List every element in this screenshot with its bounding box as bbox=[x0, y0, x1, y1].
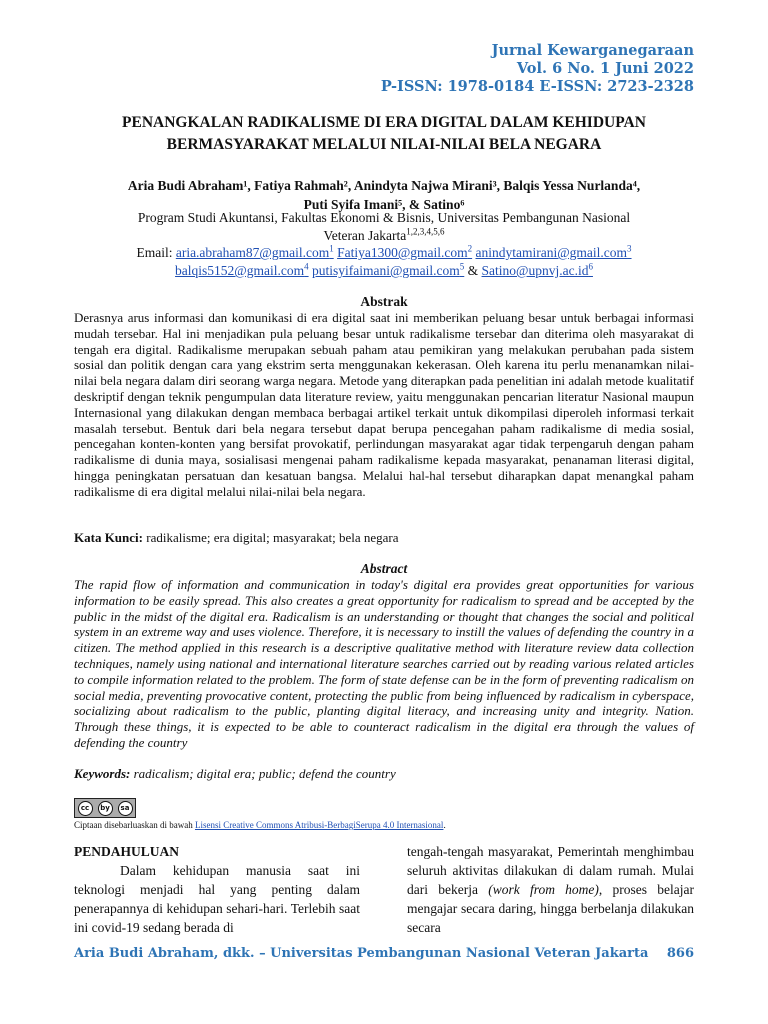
abstrak-body: Derasnya arus informasi dan komunikasi di era digital saat ini memberikan peluang besar untuk berbagai informasi mudah tersebar. Hal ini menjadikan pula peluang besar untuk radikalisme tersebar dan diterima oleh masyarakat di tengah era digital. Radikalisme merupakan sebuah paham atau pemikiran yang melakukan perubahan pada sistem sosial dan politik dengan cara yang ekstrim serta menggunakan kekerasan. Oleh karena itu perlu menanamkan nilai-nilai bela negara dalam diri seorang warga negara. Metode yang diterapkan pada penelitian ini adalah metode kualitatif deskriptif dengan teknik pengumpulan data literature review, yaitu menggunakan pencarian literatur Nasional maupun Internasional yang dilakukan dengan membaca berbagai artikel terkait untuk dikompilasi diperoleh informasi terkait masalah tersebut. Bentuk dari bela negara tersebut dapat berupa pencegahan paham radikalisme di media sosial, pencegahan konten-konten yang bersifat provokatif, perlindungan masyarakat agar tidak terpengaruh dengan paham radikalisme di dunia maya, sosialisasi mengenai paham radikalisme kepada masyarakat, penanaman literasi digital, hingga peningkatan persatuan dan kesatuan bangsa. Melalui hal-hal tersebut diharapkan dapat menangkal paham radikalisme di era digital melalui nilai-nilai bela negara. bbox=[74, 310, 694, 499]
license-suffix: . bbox=[443, 820, 446, 830]
abstract-heading: Abstract bbox=[360, 561, 408, 576]
title-line-1: PENANGKALAN RADIKALISME DI ERA DIGITAL DALAM KEHIDUPAN bbox=[122, 114, 646, 131]
footer-author-line: Aria Budi Abraham, dkk. – Universitas Pembangunan Nasional Veteran Jakarta bbox=[74, 946, 649, 961]
email-link-1[interactable]: aria.abraham87@gmail.com$^1$ bbox=[175, 243, 334, 260]
email-ampersand: & bbox=[467, 263, 479, 278]
intro-paragraph: Dalam kehidupan manusia saat ini teknologi menjadi hal yang penting dalam penerapannya di kehidupan sehari-hari. Terlebih saat ini covid-19 sedang berada di bbox=[74, 863, 360, 935]
by-icon: by bbox=[98, 801, 113, 816]
email-link-3[interactable]: anindytamirani@gmail.com$^3$ bbox=[475, 243, 632, 260]
email-link-6[interactable]: $Satino@upnvj.ac.id^6$ bbox=[481, 261, 593, 278]
license-link[interactable]: Lisensi Creative Commons Atribusi-BerbagiSerupa 4.0 Internasional bbox=[194, 820, 444, 830]
kata-kunci bbox=[74, 530, 694, 546]
title-line-2: BERMASYARAKAT MELALUI NILAI-NILAI BELA NEGARA bbox=[166, 136, 602, 153]
sa-icon: sa bbox=[118, 801, 133, 816]
affiliation bbox=[74, 209, 694, 245]
email-link-2[interactable]: Fatiya1300@gmail.com$^2$ bbox=[337, 243, 473, 260]
right-text-1: tengah-tengah masyarakat, Pemerintah menghimbau seluruh aktivitas dilakukan di dalam rumah. Mulai dari bekerja bbox=[407, 844, 694, 897]
keywords bbox=[74, 766, 694, 782]
journal-volume: Vol. 6 No. 1 Juni 2022 bbox=[516, 60, 694, 77]
email-line-2 bbox=[74, 262, 694, 280]
email-link-5[interactable]: putisyifaimani@gmail.com$^5$ bbox=[311, 261, 465, 278]
abstrak-heading: Abstrak bbox=[360, 294, 408, 309]
journal-issn: P-ISSN: 1978-0184 E-ISSN: 2723-2328 bbox=[380, 78, 694, 95]
license-notice bbox=[74, 820, 446, 830]
email-label: Email: bbox=[136, 245, 173, 260]
paper-title bbox=[74, 112, 694, 156]
right-text-2: , proses belajar mengajar secara daring, hingga berbelanja dilakukan secara bbox=[407, 882, 694, 935]
authors-line-2: Puti Syifa Imani⁵, & Satino⁶ bbox=[303, 197, 465, 212]
email-link-4[interactable]: balqis5152@gmail.com$^4$ bbox=[175, 261, 309, 278]
affiliation-institution: Veteran Jakarta bbox=[323, 228, 407, 243]
affiliation-superscript: 1,2,3,4,5,6 bbox=[406, 226, 445, 237]
keywords-label: Keywords: bbox=[74, 766, 131, 781]
cc-icon: cc bbox=[78, 801, 93, 816]
affiliation-line-2 bbox=[74, 227, 694, 245]
abstract-body: The rapid flow of information and communication in today's digital era provides great opportunities for various information to be easily spread. This also creates a great opportunity for radicalism to spread and be accepted by the public in the midst of the digital era. Radicalism is an understanding or thought that changes the social and political system in an extreme way and uses violence. Therefore, it is necessary to instill the values of defending the country in a citizen. The method applied in this research is a descriptive qualitative method with literature review data collection techniques, namely using national and international literature searches carried out by reading various related articles to compile information related to the problem. The form of state defense can be in the form of preventing radicalism on social media, preventing provocative content, protecting the public from being influenced by radicalism in cyberspace, socializing about radicalism to the public, planting digital literacy, and increasing unity and integrity. Nation. Through these things, it is expected to be able to counteract radicalism in the digital era through the values of defending the country bbox=[74, 577, 694, 750]
journal-name: Jurnal Kewarganegaraan bbox=[491, 42, 694, 59]
affiliation-line-1: Program Studi Akuntansi, Fakultas Ekonomi & Bisnis, Universitas Pembangunan Nasional bbox=[137, 210, 631, 225]
authors-line-1: Aria Budi Abraham¹, Fatiya Rahmah², Anindyta Najwa Mirani³, Balqis Yessa Nurlanda⁴, bbox=[127, 178, 641, 193]
license-prefix: Ciptaan disebarluaskan di bawah bbox=[74, 820, 195, 830]
cc-license-badge[interactable] bbox=[74, 798, 136, 818]
page-footer bbox=[74, 946, 694, 961]
keywords-values: radicalism; digital era; public; defend the country bbox=[130, 766, 396, 781]
section-heading: PENDAHULUAN bbox=[74, 844, 180, 859]
kata-kunci-label: Kata Kunci: bbox=[74, 530, 143, 545]
email-list bbox=[74, 244, 694, 280]
body-column-right bbox=[407, 842, 694, 937]
right-italic: (work from home) bbox=[488, 882, 599, 897]
kata-kunci-values: radikalisme; era digital; masyarakat; bela negara bbox=[142, 530, 399, 545]
body-column-left bbox=[74, 842, 360, 937]
journal-header bbox=[381, 42, 694, 96]
page-number: 866 bbox=[666, 946, 694, 961]
email-line-1 bbox=[74, 244, 694, 262]
